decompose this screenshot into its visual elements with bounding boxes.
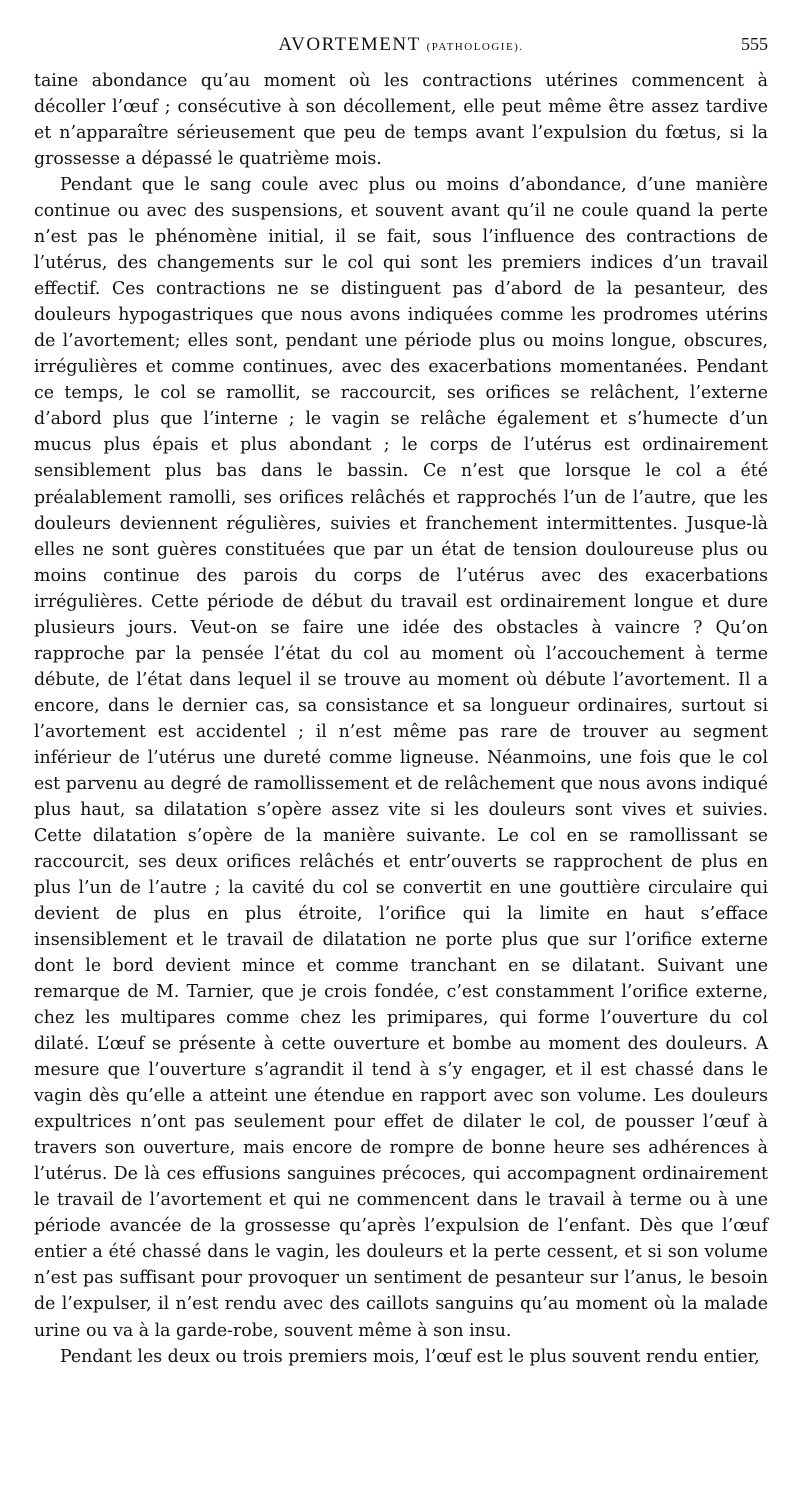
running-head bbox=[34, 34, 768, 64]
chapter-subtitle: (PATHOLOGIE). bbox=[426, 41, 524, 53]
paragraph: Pendant que le sang coule avec plus ou moins d’abondance, d’une manière continue ou avec des suspensions, et souvent avant qu’il ne coule quand la perte n’est pas le phénomène initial, il se fait, sous l’influence des contractions de l’utérus, des changements sur le col qui sont les premiers indices d’un travail effectif. Ces contractions ne se distinguent pas d’abord de la pesanteur, des douleurs hypogastriques que nous avons indiquées comme les prodromes utérins de l’avortement; elles sont, pendant une période plus ou moins longue, obscures, irrégulières et comme continues, avec des exacerbations momentanées. Pendant ce temps, le col se ramollit, se raccourcit, ses orifices se relâchent, l’externe d’abord plus que l’interne ; le vagin se relâche également et s’humecte d’un mucus plus épais et plus abondant ; le corps de l’utérus est ordinairement sensiblement plus bas dans le bassin. Ce n’est que lorsque le col a été préalablement ramolli, ses orifices relâchés et rapprochés l’un de l’autre, que les douleurs deviennent régulières, suivies et franchement intermittentes. Jusque-là elles ne sont guères constituées que par un état de tension douloureuse plus ou moins continue des parois du corps de l’utérus avec des exacerbations irrégulières. Cette période de début du travail est ordinairement longue et dure plusieurs jours. Veut-on se faire une idée des obstacles à vaincre ? Qu’on rapproche par la pensée l’état du col au moment où l’accouchement à terme débute, de l’état dans lequel il se trouve au moment où débute l’avortement. Il a encore, dans le dernier cas, sa consistance et sa longueur ordinaires, surtout si l’avortement est accidentel ; il n’est même pas rare de trouver au segment inférieur de l’utérus une dureté comme ligneuse. Néanmoins, une fois que le col est parvenu au degré de ramollissement et de relâchement que nous avons indiqué plus haut, sa dilatation s’opère assez vite si les douleurs sont vives et suivies. Cette dilatation s’opère de la manière suivante. Le col en se ramollissant se raccourcit, ses deux orifices relâchés et entr’ouverts se rapprochent de plus en plus l’un de l’autre ; la cavité du col se convertit en une gouttière circulaire qui devient de plus en plus étroite, l’orifice qui la limite en haut s’efface insensiblement et le travail de dilatation ne porte plus que sur l’orifice externe dont le bord devient mince et comme tranchant en se dilatant. Suivant une remarque de M. Tarnier, que je crois fondée, c’est constamment l’orifice externe, chez les multipares comme chez les primipares, qui forme l’ouverture du col dilaté. L’œuf se présente à cette ouverture et bombe au moment des douleurs. A mesure que l’ouverture s’agrandit il tend à s’y engager, et il est chassé dans le vagin dès qu’elle a atteint une étendue en rapport avec son volume. Les douleurs expultrices n’ont pas seulement pour effet de dilater le col, de pousser l’œuf à travers son ouverture, mais encore de rompre de bonne heure ses adhérences à l’utérus. De là ces effusions sanguines précoces, qui accompagnent ordinairement le travail de l’avortement et qui ne commencent dans le travail à terme ou à une période avancée de la grossesse qu’après l’expulsion de l’enfant. Dès que l’œuf entier a été chassé dans le vagin, les douleurs et la perte cessent, et si son volume n’est pas suffisant pour provoquer un sentiment de pesanteur sur l’anus, le besoin de l’expulser, il n’est rendu avec des caillots sanguins qu’au moment où la malade urine ou va à la garde-robe, souvent même à son insu. bbox=[34, 175, 768, 1341]
paragraph: Pendant les deux ou trois premiers mois, l’œuf est le plus souvent rendu entier, bbox=[60, 1346, 760, 1367]
chapter-title: AVORTEMENT bbox=[278, 34, 421, 55]
running-title bbox=[34, 34, 768, 56]
body-text bbox=[34, 68, 768, 1370]
page-number: 555 bbox=[741, 34, 768, 54]
paragraph-continued: taine abondance qu’au moment où les contractions utérines commencent à décoller l’œuf ; consécutive à son décollement, elle peut même être assez tardive et n’apparaître sérieusement que peu de temps avant l’expulsion du fœtus, si la grossesse a dépassé le quatrième mois. bbox=[34, 71, 768, 170]
